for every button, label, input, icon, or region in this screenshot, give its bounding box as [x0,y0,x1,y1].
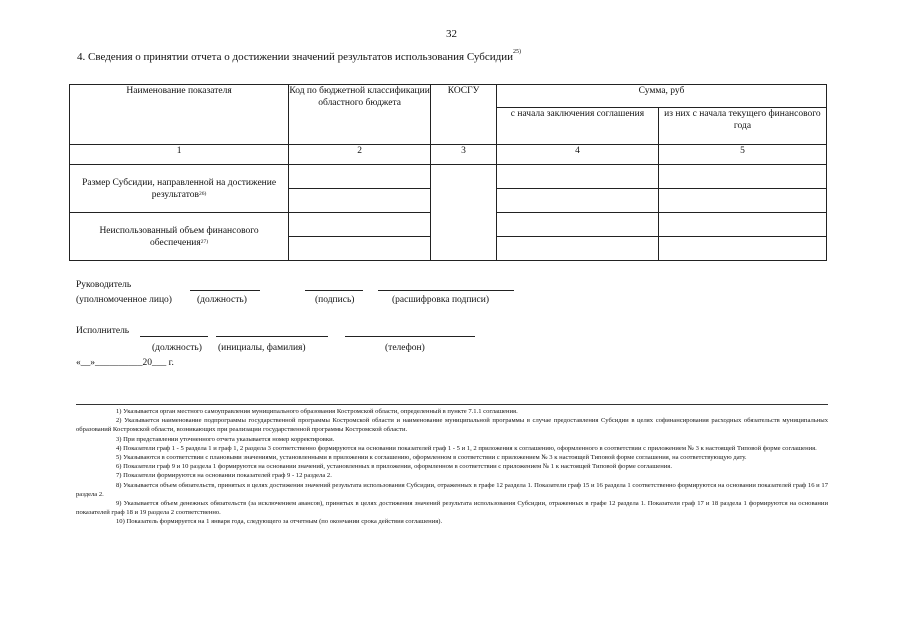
col-number: 1 [70,145,289,165]
table-cell[interactable] [658,189,826,213]
header-sum-since-agreement: с начала заключения соглашения [497,108,659,145]
footnote: 1) Указывается орган местного самоуправления муниципального образования Костромской области, определенный в пункте 7.1.1 соглашения. [116,408,518,415]
header-indicator: Наименование показателя [70,85,289,145]
caption-position: (должность) [197,295,247,305]
position-line[interactable] [190,290,260,291]
footnote: 3) При представлении уточненного отчета указывается номер корректировки. [116,435,335,443]
footnote: 8) Указывается объем обязательств, принятых в целях достижения значений результата использования Субсидии, отраженных в графе 12 раздела 1. Показатели граф 15 и 16 раздела 1 соответственно формируются на основании показателей граф 16 и 17 раздела 2. [76,481,828,498]
page-number: 32 [446,28,457,40]
header-sum-since-year: из них с начала текущего финансового года [658,108,826,145]
row-label-text: Размер Субсидии, направленной на достижение результатов [82,177,277,200]
table-cell[interactable] [289,213,431,237]
table-cell[interactable] [289,189,431,213]
caption-signature: (подпись) [315,295,355,305]
table-cell[interactable] [289,165,431,189]
table-cell[interactable] [431,165,497,261]
section-title [77,51,521,63]
table-cell[interactable] [497,165,659,189]
col-number: 3 [431,145,497,165]
signature-line[interactable] [305,290,363,291]
footnote: 2) Указывается наименование подпрограммы государственной программы Костромской области и наименование муниципальной программы в случае предоставления Субсидии в целях софинансирования расходных обязательств муниципальных образований Костромской области, возникающих при реализации государственной программы Костромской области. [76,417,828,434]
table-cell[interactable] [497,213,659,237]
footnote: 5) Указываются в соответствии с плановыми значениями, установленными в приложении к соглашению, оформленном в соответствии с приложением № 3 к настоящей Типовой форме соглашения, на соответствующую дату. [116,454,747,462]
caption-executor-name: (инициалы, фамилия) [218,343,306,353]
row-label-text: Неиспользованный объем финансового обеспечения [99,225,259,248]
footnote: 6) Показатели граф 9 и 10 раздела 1 формируются на основании значений, установленных в приложении, оформленном в соответствии с приложением № 1 к настоящей Типовой форме соглашения. [116,463,672,471]
header-sum: Сумма, руб [497,85,827,108]
caption-authorized-person: (уполномоченное лицо) [76,295,172,305]
table-cell[interactable] [497,237,659,261]
table-cell[interactable] [289,237,431,261]
footnote: 9) Указывается объем денежных обязательств (за исключением авансов), принятых в целях достижения значений результата использования Субсидии, отраженных в графе 12 раздела 1. Показатели граф 17 и 18 раздела 1 формируются на основании показателей граф 18 и 19 раздела 2 соответственно. [76,500,828,517]
caption-executor-position: (должность) [152,343,202,353]
col-number: 5 [658,145,826,165]
signature-name-line[interactable] [378,290,514,291]
table-cell[interactable] [658,237,826,261]
executor-label: Исполнитель [76,326,130,336]
row-label [70,213,289,261]
footnote-divider [76,404,828,405]
head-label: Руководитель [76,280,132,290]
date-line[interactable]: «__»__________20___ г. [76,358,174,368]
table-cell[interactable] [497,189,659,213]
caption-signature-name: (расшифровка подписи) [392,295,489,305]
col-number: 2 [289,145,431,165]
col-number: 4 [497,145,659,165]
executor-position-line[interactable] [140,336,208,337]
footnote: 7) Показатели формируются на основании показателей граф 9 - 12 раздела 2. [116,472,332,480]
section-title-text: 4. Сведения о принятии отчета о достижении значений результатов использования Субсидии [77,51,514,63]
row-label [70,165,289,213]
report-table [69,84,827,261]
caption-executor-phone: (телефон) [385,343,425,353]
footnote: 4) Показатели граф 1 - 5 раздела 1 и граф 1, 2 раздела 3 соответственно формируются на основании показателей граф 1 - 5 и 1, 2 приложения к соглашению, оформленного в соответствии с приложением № 3 к настоящей Типовой форме соглашения. [116,444,817,452]
table-cell[interactable] [658,165,826,189]
footnote-ref: 27) [200,238,209,245]
header-budget-code: Код по бюджетной классификации областного бюджета [289,85,431,145]
footnotes [76,407,828,527]
footnote-ref: 25) [513,49,522,55]
header-kosgu: КОСГУ [431,85,497,145]
footnote: 10) Показатель формируется на 1 января года, следующего за отчетным (по окончании срока действия соглашения). [116,518,443,526]
executor-name-line[interactable] [216,336,328,337]
footnote-ref: 26) [198,190,207,197]
table-row [70,165,827,189]
executor-phone-line[interactable] [345,336,475,337]
table-cell[interactable] [658,213,826,237]
